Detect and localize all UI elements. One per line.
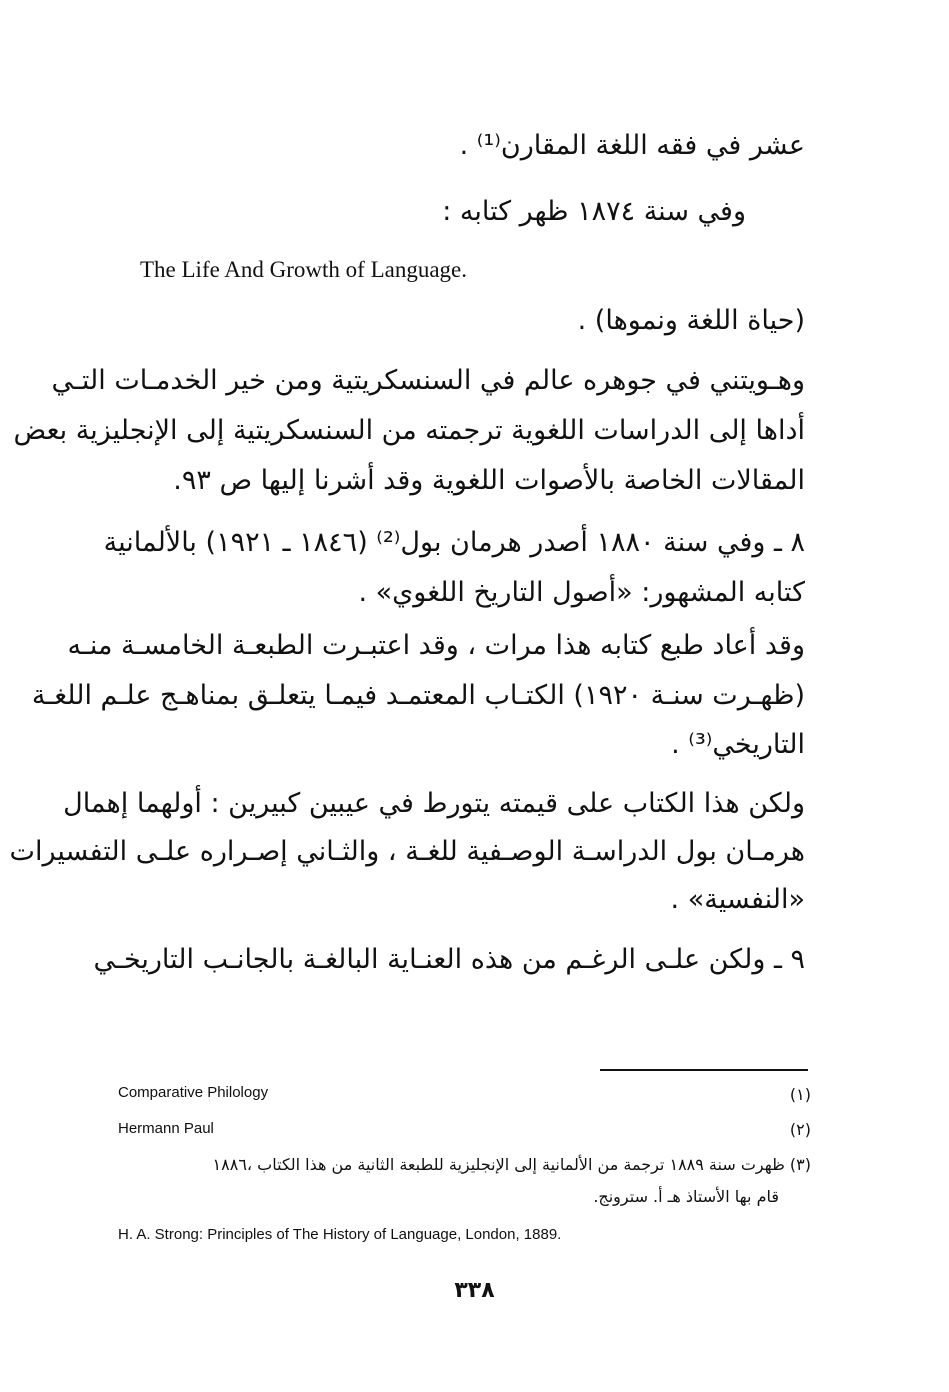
- footnote-text-3-line-1: (٣) ظهرت سنة ١٨٨٩ ترجمة من الألمانية إلى الإنجليزية للطبعة الثانية من هذا الكتاب ،١٨٨٦: [212, 1155, 811, 1174]
- paragraph-line: ٩ ـ ولكن علـى الرغـم من هذه العنـاية البالغـة بالجانـب التاريخـي: [93, 944, 805, 975]
- paragraph-line: ولكن هذا الكتاب على قيمته يتورط في عيبين كبيرين : أولهما إهمال: [63, 788, 805, 819]
- page-number: ٣٣٨: [454, 1278, 495, 1303]
- footnote-text-3-english: H. A. Strong: Principles of The History of Language, London, 1889.: [118, 1226, 562, 1243]
- body-line-1: عشر في فقه اللغة المقارن⁽¹⁾ .: [459, 130, 805, 161]
- footnote-text-1: Comparative Philology: [118, 1084, 269, 1101]
- paragraph-line: ٨ ـ وفي سنة ١٨٨٠ أصدر هرمان بول⁽²⁾ (١٨٤٦ ـ ١٩٢١) بالألمانية: [103, 527, 805, 558]
- paragraph-line: وهـويتني في جوهره عالم في السنسكريتية ومن خير الخدمـات التـي: [51, 365, 805, 396]
- arabic-book-title: (حياة اللغة ونموها) .: [577, 305, 805, 336]
- paragraph-line: كتابه المشهور: «أصول التاريخ اللغوي» .: [358, 577, 805, 608]
- body-line-2: وفي سنة ١٨٧٤ ظهر كتابه :: [442, 196, 746, 227]
- footnote-number-1: (١): [789, 1085, 811, 1104]
- english-book-title: The Life And Growth of Language.: [140, 257, 468, 282]
- paragraph-line: هرمـان بول الدراسـة الوصـفية للغـة ، والثـاني إصـراره علـى التفسيرات: [9, 836, 805, 867]
- paragraph-line: (ظهـرت سنـة ١٩٢٠) الكتـاب المعتمـد فيمـا يتعلـق بمناهـج علـم اللغـة: [31, 680, 805, 711]
- footnote-text-3-line-2: قام بها الأستاذ هـ أ. سترونج.: [593, 1187, 779, 1206]
- paragraph-line: التاريخي⁽³⁾ .: [671, 729, 805, 760]
- paragraph-line: المقالات الخاصة بالأصوات اللغوية وقد أشرنا إليها ص ٩٣.: [173, 465, 805, 496]
- footnote-divider: [600, 1069, 808, 1071]
- paragraph-line: وقد أعاد طبع كتابه هذا مرات ، وقد اعتبـرت الطبعـة الخامسـة منـه: [67, 630, 805, 661]
- paragraph-line: «النفسية» .: [670, 884, 805, 915]
- paragraph-line: أداها إلى الدراسات اللغوية ترجمته من السنسكريتية إلى الإنجليزية بعض: [13, 415, 805, 446]
- footnote-number-2: (٢): [789, 1120, 811, 1139]
- footnote-text-2: Hermann Paul: [118, 1120, 214, 1137]
